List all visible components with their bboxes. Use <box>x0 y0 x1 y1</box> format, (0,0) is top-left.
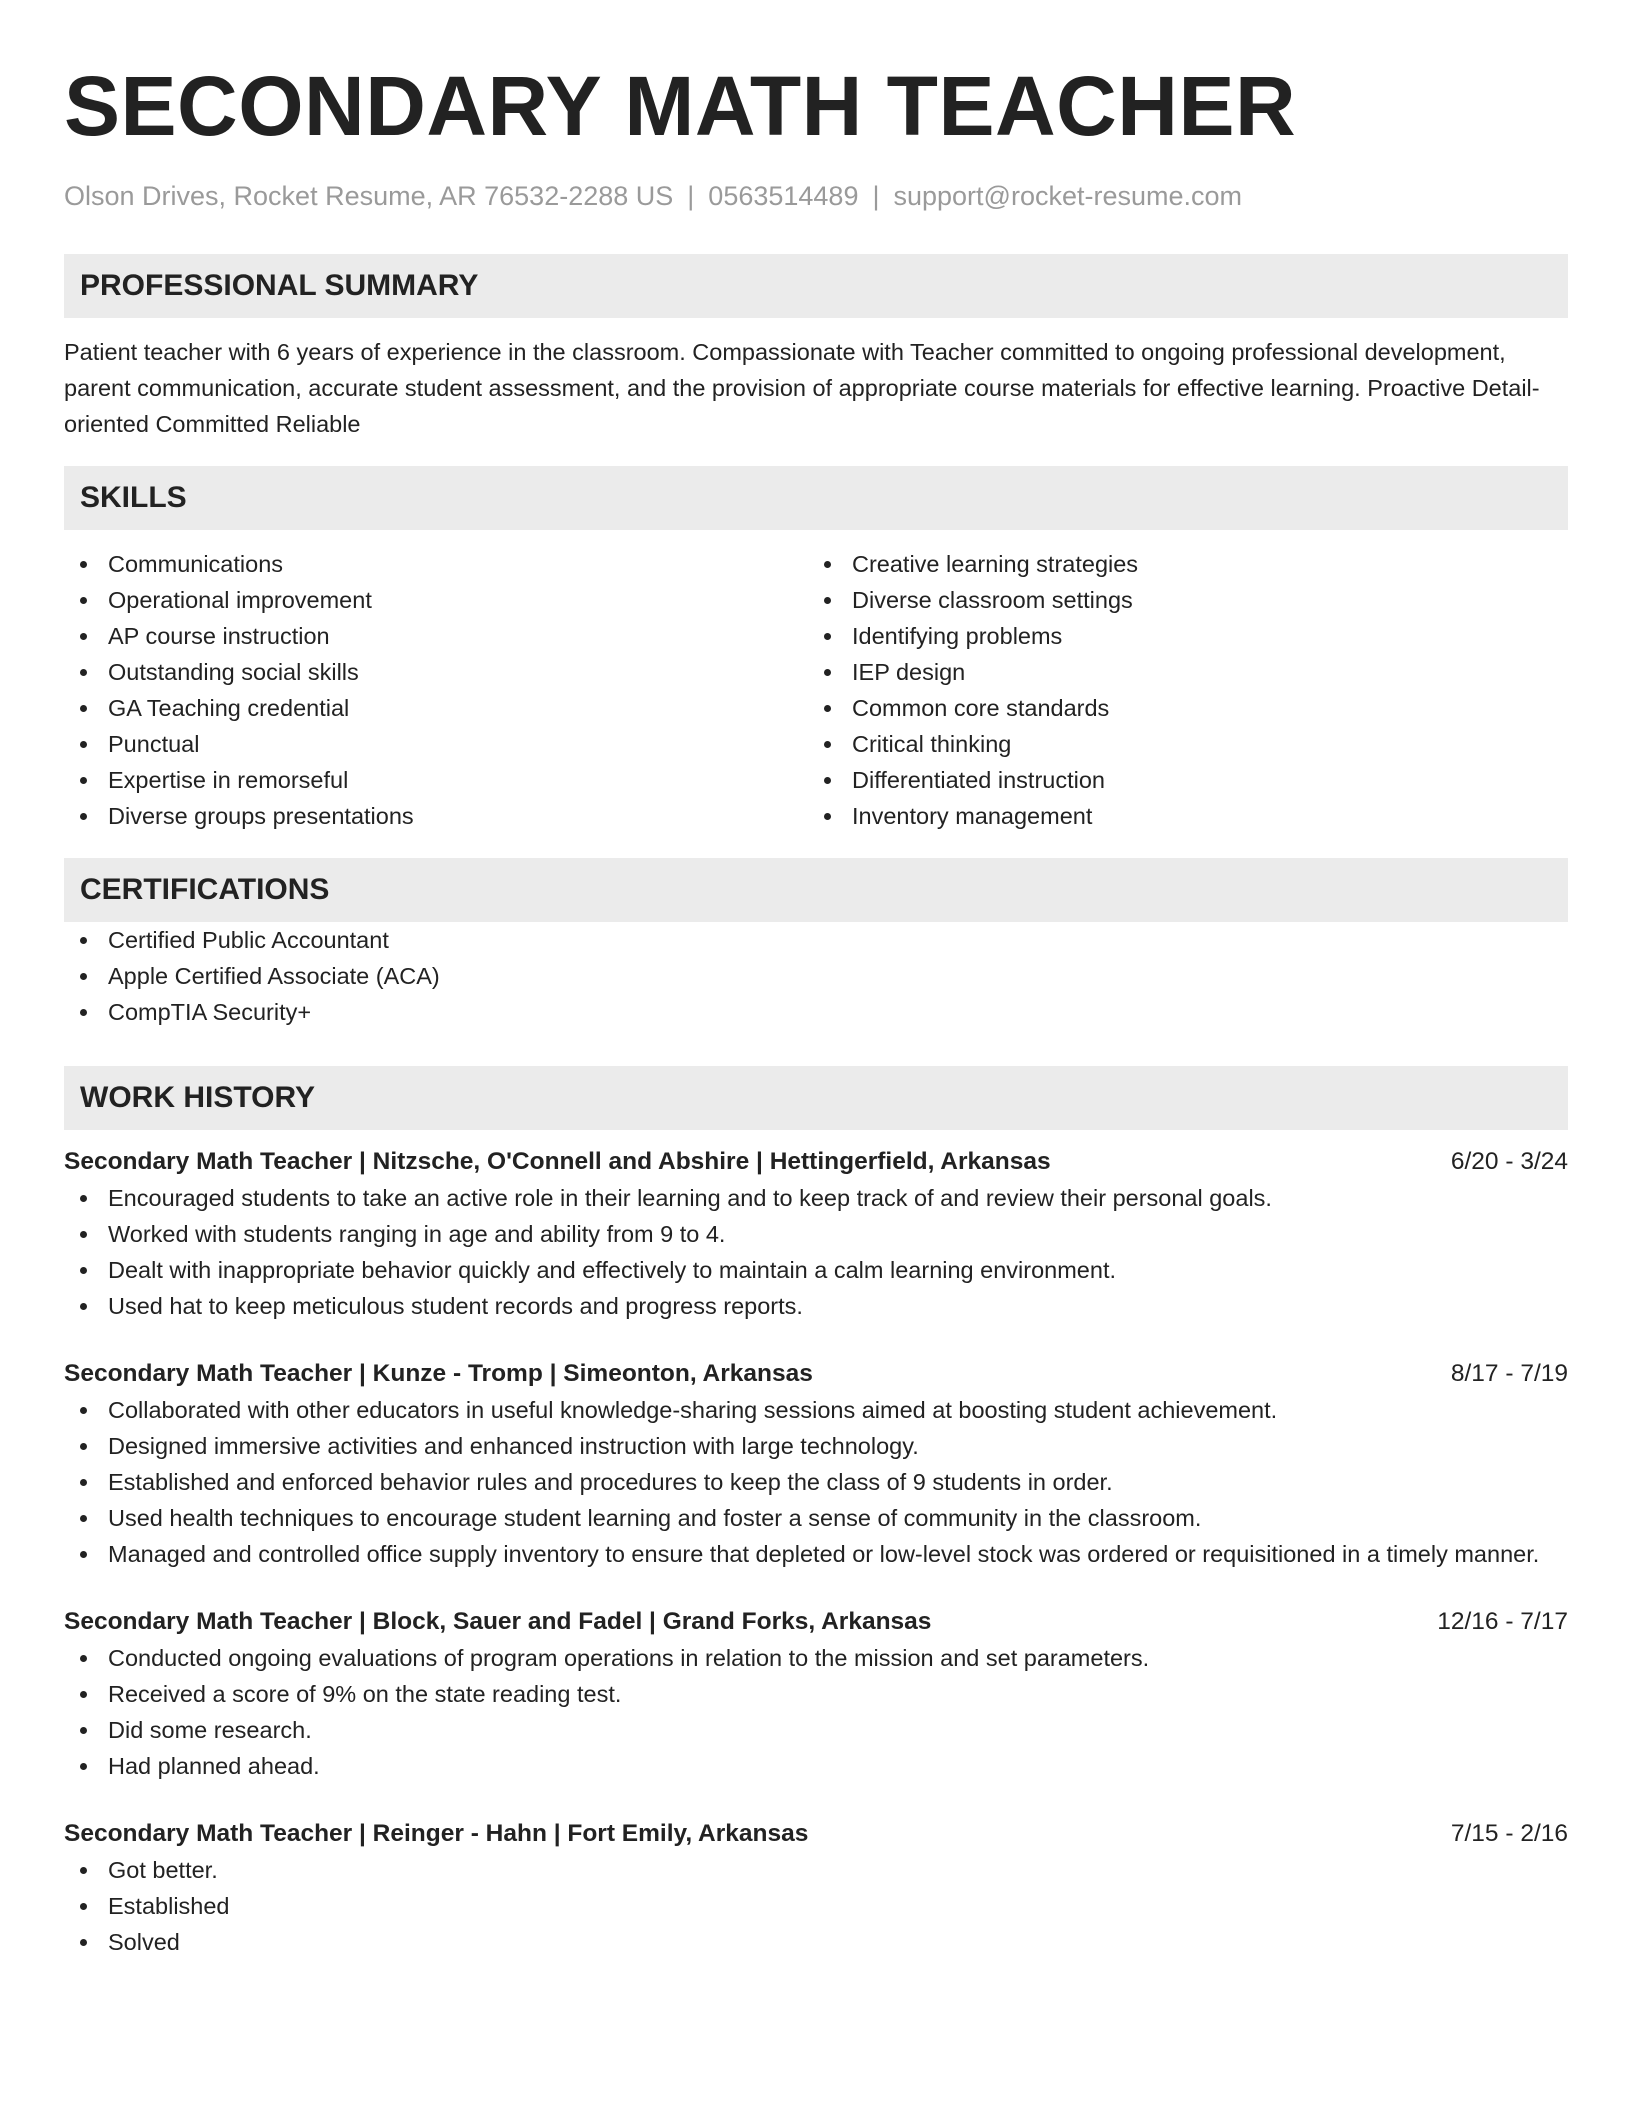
job-bullet: Established <box>64 1888 1568 1924</box>
job-bullet: Established and enforced behavior rules and procedures to keep the class of 9 students in order. <box>64 1464 1568 1500</box>
skill-item: Communications <box>64 546 816 582</box>
skill-item: Diverse groups presentations <box>64 798 816 834</box>
job-entry <box>64 1816 1568 1960</box>
skills-heading: SKILLS <box>64 466 1568 530</box>
job-entry <box>64 1356 1568 1572</box>
skill-item: Diverse classroom settings <box>808 582 1560 618</box>
contact-phone: 0563514489 <box>708 181 859 211</box>
job-bullets <box>64 1640 1568 1784</box>
job-bullets <box>64 1392 1568 1572</box>
resume-title: SECONDARY MATH TEACHER <box>64 59 1297 153</box>
skill-item: IEP design <box>808 654 1560 690</box>
job-dates: 12/16 - 7/17 <box>1437 1608 1568 1635</box>
job-dates: 8/17 - 7/19 <box>1450 1360 1568 1387</box>
skill-item: Inventory management <box>808 798 1560 834</box>
job-title: Secondary Math Teacher | Block, Sauer and Fadel | Grand Forks, Arkansas <box>64 1608 932 1635</box>
job-bullet: Managed and controlled office supply inventory to ensure that depleted or low-level stock was ordered or requisitioned in a timely manner. <box>64 1536 1568 1572</box>
job-bullet: Used hat to keep meticulous student records and progress reports. <box>64 1288 1568 1324</box>
skill-item: Punctual <box>64 726 816 762</box>
job-header <box>64 1604 1568 1640</box>
job-bullet: Used health techniques to encourage student learning and foster a sense of community in the classroom. <box>64 1500 1568 1536</box>
job-bullet: Had planned ahead. <box>64 1748 1568 1784</box>
certifications-list <box>64 922 1568 1030</box>
job-bullet: Solved <box>64 1924 1568 1960</box>
certification-item: CompTIA Security+ <box>64 994 1568 1030</box>
job-bullet: Conducted ongoing evaluations of program operations in relation to the mission and set parameters. <box>64 1640 1568 1676</box>
job-title: Secondary Math Teacher | Nitzsche, O'Connell and Abshire | Hettingerfield, Arkansas <box>64 1148 1051 1175</box>
contact-separator: | <box>687 181 695 211</box>
job-bullet: Encouraged students to take an active role in their learning and to keep track of and review their personal goals. <box>64 1180 1568 1216</box>
skills-list-left <box>64 546 816 834</box>
skills-columns <box>64 546 1568 834</box>
skill-item: Expertise in remorseful <box>64 762 816 798</box>
skill-item: AP course instruction <box>64 618 816 654</box>
job-dates: 7/15 - 2/16 <box>1450 1820 1568 1847</box>
skill-item: Operational improvement <box>64 582 816 618</box>
summary-text: Patient teacher with 6 years of experience in the classroom. Compassionate with Teacher committed to ongoing professional development, parent communication, accurate student assessment, and the provision of appropriate course materials for effective learning. Proactive Detail-oriented Committed Reliable <box>64 339 1540 437</box>
contact-email: support@rocket-resume.com <box>893 181 1243 211</box>
contact-separator: | <box>872 181 880 211</box>
job-bullet: Got better. <box>64 1852 1568 1888</box>
job-bullet: Worked with students ranging in age and ability from 9 to 4. <box>64 1216 1568 1252</box>
contact-address: Olson Drives, Rocket Resume, AR 76532-2288 US <box>64 181 674 211</box>
job-title: Secondary Math Teacher | Reinger - Hahn | Fort Emily, Arkansas <box>64 1820 809 1847</box>
skill-item: Outstanding social skills <box>64 654 816 690</box>
certifications-heading: CERTIFICATIONS <box>64 858 1568 922</box>
skill-item: GA Teaching credential <box>64 690 816 726</box>
job-bullets <box>64 1180 1568 1324</box>
summary-heading: PROFESSIONAL SUMMARY <box>64 254 1568 318</box>
skill-item: Creative learning strategies <box>808 546 1560 582</box>
job-bullet: Received a score of 9% on the state reading test. <box>64 1676 1568 1712</box>
skill-item: Common core standards <box>808 690 1560 726</box>
job-bullet: Did some research. <box>64 1712 1568 1748</box>
job-entry <box>64 1144 1568 1324</box>
job-title: Secondary Math Teacher | Kunze - Tromp | Simeonton, Arkansas <box>64 1360 813 1387</box>
job-bullet: Designed immersive activities and enhanced instruction with large technology. <box>64 1428 1568 1464</box>
job-bullets <box>64 1852 1568 1960</box>
job-dates: 6/20 - 3/24 <box>1450 1148 1568 1175</box>
certification-item: Apple Certified Associate (ACA) <box>64 958 1568 994</box>
job-bullet: Dealt with inappropriate behavior quickly and effectively to maintain a calm learning environment. <box>64 1252 1568 1288</box>
job-header <box>64 1356 1568 1392</box>
work-history-heading: WORK HISTORY <box>64 1066 1568 1130</box>
job-header <box>64 1816 1568 1852</box>
skills-list-right <box>808 546 1560 834</box>
job-entry <box>64 1604 1568 1784</box>
job-header <box>64 1144 1568 1180</box>
job-bullet: Collaborated with other educators in useful knowledge-sharing sessions aimed at boosting student achievement. <box>64 1392 1568 1428</box>
skill-item: Identifying problems <box>808 618 1560 654</box>
contact-line <box>64 178 1568 214</box>
certification-item: Certified Public Accountant <box>64 922 1568 958</box>
skill-item: Differentiated instruction <box>808 762 1560 798</box>
skill-item: Critical thinking <box>808 726 1560 762</box>
